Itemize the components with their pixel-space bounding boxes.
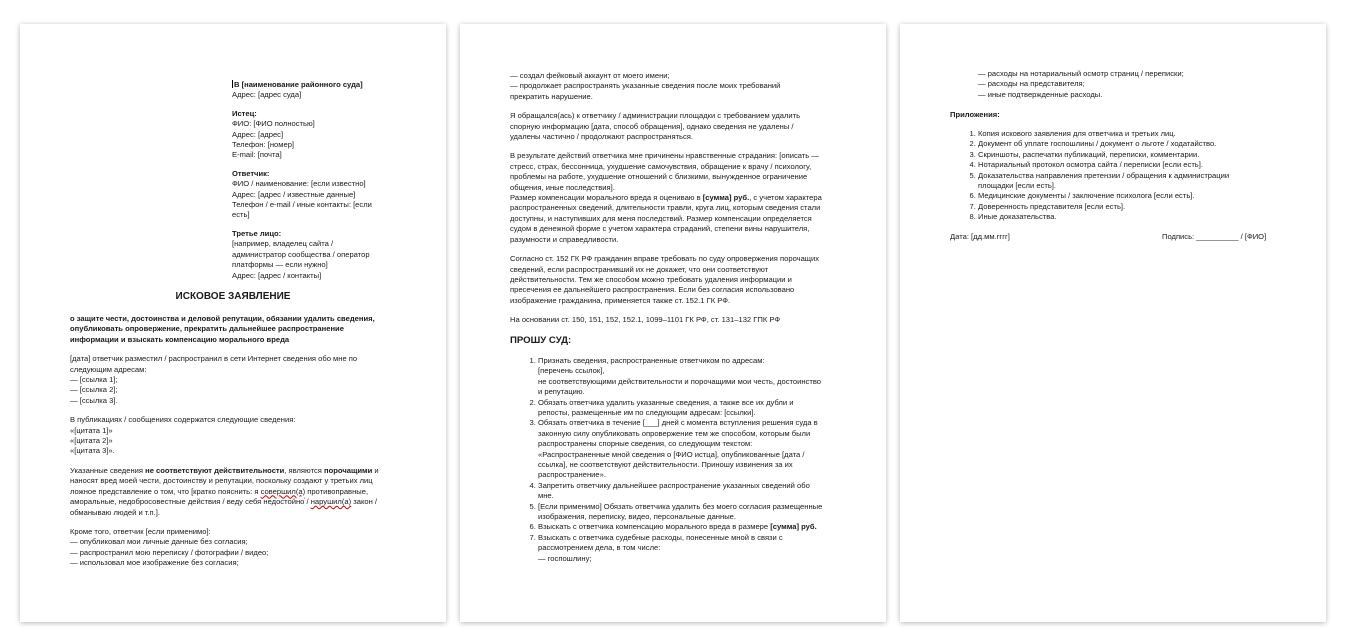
text-line: проблемы на работе, ухудшение отношений с близкими, вынужденное ограничение [510,172,808,182]
text-line: — создал фейковый аккаунт от моего имени; [510,71,670,80]
text-line: пресечения ее дальнейшего распространения. Если без согласия использовано [510,285,795,295]
text-line: сведений, если распространивший их не докажет, что они соответствуют [510,264,769,274]
text-line: В результате действий ответчика мне причинены нравственные страдания: [описать — [510,151,819,161]
text-line: 1. Копия искового заявления для ответчика и третьих лиц. [978,129,1176,138]
document-page-2 [460,24,886,622]
text-line [538,522,840,532]
paragraph-suffering [510,151,840,193]
text-cursor [232,80,233,88]
text-line: — распространил мою переписку / фотографии / видео; [70,547,269,557]
text-line: Я обращался(ась) к ответчику / администрации площадки с требованием удалить [510,111,801,121]
text-line: 7. Взыскать с ответчика судебные расходы, понесенные мной в связи с [538,532,783,542]
plaintiff-line: E-mail: [почта] [232,150,282,160]
text-line: законную силу опубликовать опровержение тем же способом, которым были [538,428,811,438]
text-line: 5. [Если применимо] Обязать ответчика удалить без моего согласия размещенные [538,501,823,511]
text-line: репосты, размещенные им по следующим адресам: [ссылки]. [538,407,756,417]
signature-line: Подпись: __________ / [ФИО] [1162,232,1267,241]
defendant-line: есть] [232,210,250,220]
court-address: Адрес: [адрес суда] [232,90,302,100]
text-run: закон / [351,497,377,507]
text-line: В публикациях / сообщениях содержатся следующие сведения: [70,415,296,425]
spellcheck-word: нарушил(а) [310,497,352,507]
document-page-3 [900,24,1326,622]
text-line: — продолжает распространять указанные сведения после моих требований [510,81,781,91]
plaintiff-line: Телефон: [номер] [232,140,295,150]
document-title: ИСКОВОЕ ЗАЯВЛЕНИЕ [175,291,291,302]
bold-run: [сумма] руб. [702,193,750,203]
text-line: общения, иные последствия]. [510,182,615,192]
list-item [538,418,840,480]
text-line [70,487,400,497]
text-line: доступны, и наступивших для меня последствий. Размер компенсации определяется [510,213,812,223]
bold-run: порочащими [324,465,373,475]
list-item [538,502,840,523]
plaintiff-line: ФИО: [ФИО полностью] [232,119,315,129]
text-line: стресс, страх, бессонница, ухудшение самочувствия, обращение к врачу / психологу, [510,161,812,171]
paragraph-continued [510,71,840,102]
text-line: — госпошлину; [538,553,592,563]
text-line: 7. Доверенность представителя [если есть]. [978,201,1126,211]
text-line: Согласно ст. 152 ГК РФ гражданин вправе требовать по суду опровержения порочащих [510,254,820,264]
text-line: рассмотрением дела, в том числе: [538,543,661,553]
third-party-line: Адрес: [адрес / контакты] [232,270,322,280]
text-line: «[цитата 3]». [70,446,115,456]
text-line: «[цитата 1]» [70,425,113,435]
text-line: 1. Признать сведения, распространенные ответчиком по адресам: [538,355,765,365]
text-line: следующим адресам: [70,364,147,374]
paragraph-defamation [70,466,400,518]
text-run: , с учетом характера [749,193,822,203]
text-line: 4. Нотариальный протокол осмотра сайта / переписки [если есть]. [978,160,1203,170]
text-line: 3. Скриншоты, распечатки публикаций, переписки, комментарии. [978,149,1200,159]
text-line: изображение гражданина, применяется также ст. 152.1 ГК РФ. [510,295,731,305]
text-line: — [ссылка 1]; [70,375,118,385]
text-line: обманываю людей и т.п.]. [70,507,160,517]
court-name-text: В [наименование районного суда] [234,80,363,89]
text-line: 2. Документ об уплате госпошлины / документ о льготе / ходатайство. [978,139,1217,149]
court-name [232,80,392,90]
third-party-label: Третье лицо: [232,228,282,238]
third-party-block [232,229,392,281]
request-heading: ПРОШУ СУД: [510,334,572,346]
appendix-list [950,129,1298,223]
spellcheck-word: совершил(а) [260,486,306,496]
text-line: Кроме того, ответчик [если применимо]: [70,526,211,536]
list-item [538,356,840,398]
third-party-line: администратор сообщества / оператор [232,249,370,259]
list-item [978,150,1298,160]
bold-run: [сумма] руб. [770,522,817,532]
bold-run: не соответствуют действительности [145,465,285,475]
list-item [978,212,1298,222]
text-line: разумности и справедливости. [510,234,619,244]
text-line: [перечень ссылок], [538,366,605,376]
text-line: [дата] ответчик разместил / распространил в сети Интернет сведения обо мне по [70,354,358,364]
text-line: — расходы на представителя; [978,79,1085,89]
text-line [70,497,400,507]
text-line: 5. Доказательства направления претензии / обращения к администрации [978,170,1230,180]
subtitle-line: опубликовать опровержение, прекратить дальнейшее распространение [70,324,344,334]
text-line: 4. Запретить ответчику дальнейшее распространение указанных сведений обо [538,480,810,490]
text-line: не соответствующими действительности и порочащими мои честь, достоинство [538,376,821,386]
text-line: спорную информацию [дата, способ обращения], однако сведения не удалены / [510,121,794,131]
text-line: и репутацию. [538,387,585,397]
page1-body [70,314,400,578]
third-party-line: платформы — если нужно] [232,260,328,270]
list-item [538,522,840,532]
list-item [978,202,1298,212]
text-run: противоправные, [305,486,369,496]
text-line: — опубликовал мои личные данные без согласия; [70,537,248,547]
list-item [978,171,1298,192]
text-line: распространение». [538,470,606,480]
text-line: наносят вред моей чести, достоинству и репутации, поскольку создают у третьих лиц [70,476,373,486]
paragraph-articles: На основании ст. 150, 151, 152, 152.1, 1099–1101 ГК РФ, ст. 131–132 ГПК РФ [510,315,781,325]
date-line: Дата: [дд.мм.гггг] [950,232,1010,241]
text-line: изображения, переписку, видео, персональные данные. [538,512,736,522]
paragraph-additional [70,527,400,569]
list-item [538,481,840,502]
plaintiff-line: Адрес: [адрес] [232,129,284,139]
paragraph-legal-basis [510,254,840,306]
list-item [978,139,1298,149]
page2-body [510,71,840,564]
plaintiff-block [232,109,392,161]
text-line: — расходы на нотариальный осмотр страниц / переписки; [978,69,1184,78]
text-line: судом в денежной форме с учетом характера страданий, степени вины нарушителя, [510,224,810,234]
text-line: распространенных сведений, длительности травли, круга лиц, которым сведения стали [510,203,821,213]
text-line: площадки [если есть]. [978,181,1057,191]
text-run: , являются [284,465,324,475]
subtitle-line: о защите чести, достоинства и деловой репутации, обязании удалить сведения, [70,314,375,323]
text-line: — [ссылка 2]; [70,385,118,395]
text-run: аморальные, недобросовестные действия / веду себя недостойно / [70,497,311,507]
text-run: ложное представление о том, что [кратко пояснить: я [70,486,261,496]
paragraph-request [510,111,840,142]
text-line: мне. [538,491,554,501]
claim-header [232,80,392,289]
third-party-line: [например, владелец сайта / [232,239,334,249]
list-item [978,129,1298,139]
text-line: «Распространенные мной сведения о [ФИО истца], опубликованные [дата / [538,449,805,459]
text-run: Размер компенсации морального вреда я оцениваю в [510,193,703,203]
text-line: 6. Медицинские документы / заключение психолога [если есть]. [978,191,1195,201]
text-line: распространены спорные сведения, со следующим текстом: [538,439,753,449]
defendant-line: Телефон / e-mail / иные контакты: [если [232,200,372,210]
text-line: 2. Обязать ответчика удалить указанные сведения, а также все их дубли и [538,397,794,407]
expenses-continued [978,69,1298,100]
paragraph-quotes [70,415,400,457]
subtitle [70,314,400,345]
subtitle-line: информации и взыскать компенсацию морального вреда [70,334,290,344]
list-item [978,191,1298,201]
text-line: прекратить нарушение. [510,91,593,101]
text-line: — иные подтвержденные расходы. [978,89,1103,99]
appendix-label: Приложения: [950,110,1000,119]
request-list [510,356,840,564]
defendant-line: ФИО / наименование: [если известно] [232,179,366,189]
list-item [538,533,840,564]
text-run: Указанные сведения [70,465,146,475]
text-line: — использовал мое изображение без согласия; [70,558,239,568]
text-run: и [372,465,379,475]
text-line: — [ссылка 3]. [70,395,118,405]
text-line: 8. Иные доказательства. [978,212,1057,222]
text-line: «[цитата 2]» [70,436,113,446]
text-line: ссылка], не соответствуют действительности. Приношу извинения за их [538,460,793,469]
defendant-label: Ответчик: [232,168,270,178]
list-item [978,160,1298,170]
list-item [538,398,840,419]
text-line [510,193,840,203]
plaintiff-label: Истец: [232,108,257,118]
text-run: Взыскать с ответчика компенсацию морального вреда в размере [538,522,771,532]
paragraph-links [70,354,400,406]
defendant-line: Адрес: [адрес / известные данные] [232,189,356,199]
defendant-block [232,169,392,221]
text-line: 3. Обязать ответчика в течение [___] дней с момента вступления решения суда в [538,418,818,428]
text-line [70,466,400,476]
text-line: действительности. Тем же способом можно требовать удаления информации и [510,274,792,284]
paragraph-compensation [510,193,840,245]
document-page-1 [20,24,446,622]
text-line: удалены частично / продолжают распространяться. [510,132,694,142]
